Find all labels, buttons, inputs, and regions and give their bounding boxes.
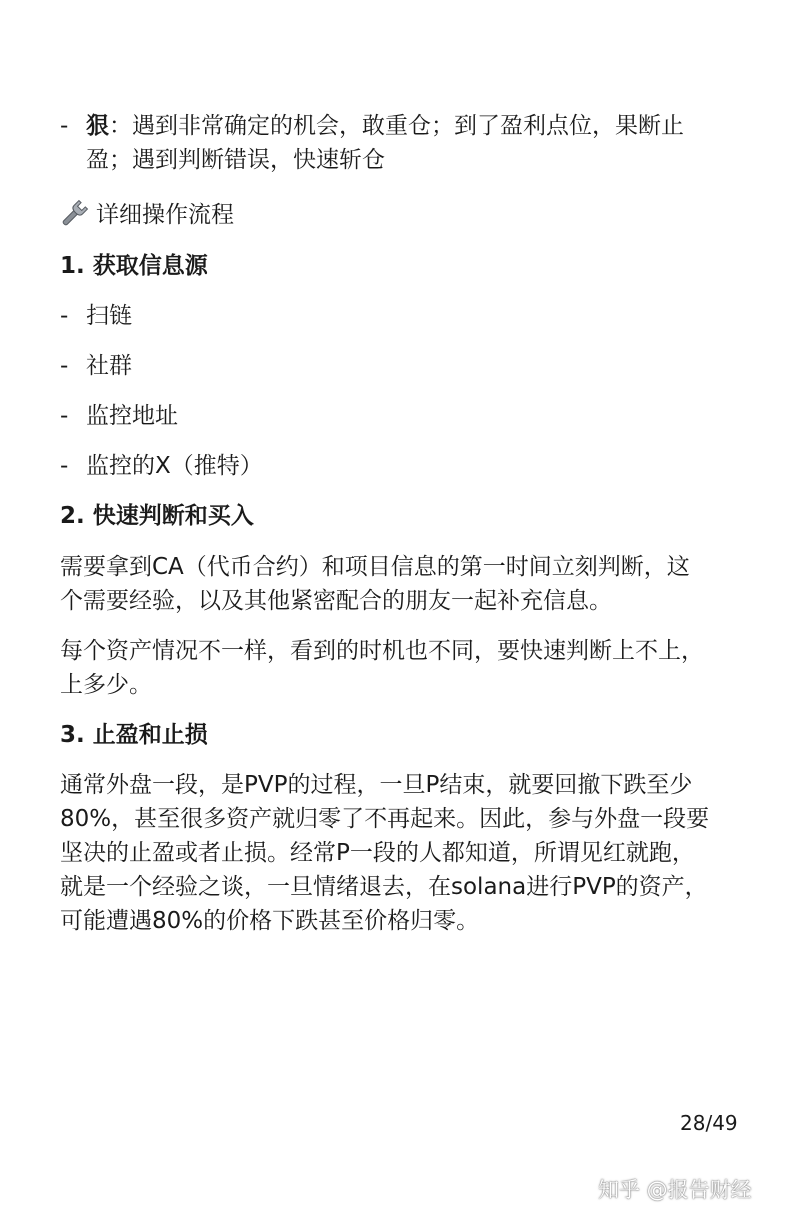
bullet-hen-text: ：遇到非常确定的机会，敢重仓；到了盈利点位，果断止 xyxy=(109,113,684,139)
list-item: 扫链 xyxy=(86,303,132,329)
step2-para1-line1: 需要拿到CA（代币合约）和项目信息的第一时间立刻判断，这 xyxy=(60,554,690,580)
step2-para2-line2: 上多少。 xyxy=(60,672,152,698)
step2-para2-line1: 每个资产情况不一样，看到的时机也不同，要快速判断上不上， xyxy=(60,638,704,664)
bullet-dash: - xyxy=(60,113,69,139)
step3-para-line2: 80%，甚至很多资产就归零了不再起来。因此，参与外盘一段要 xyxy=(60,806,710,832)
list-item: 监控地址 xyxy=(86,403,178,429)
wrench-icon xyxy=(58,198,90,230)
bullet-hen-line2: 盈；遇到判断错误，快速斩仓 xyxy=(86,147,385,173)
section-heading: 详细操作流程 xyxy=(96,202,234,228)
bullet-dash: - xyxy=(60,303,69,329)
step2-heading: 2. 快速判断和买入 xyxy=(60,503,254,529)
bullet-dash: - xyxy=(60,353,69,379)
step1-heading: 1. 获取信息源 xyxy=(60,253,208,279)
bullet-dash: - xyxy=(60,403,69,429)
watermark: 知乎 @报告财经 xyxy=(598,1178,752,1202)
bullet-hen-line1 xyxy=(86,109,684,143)
list-item: 社群 xyxy=(86,353,132,379)
bullet-dash: - xyxy=(60,453,69,479)
step3-para-line1: 通常外盘一段，是PVP的过程，一旦P结束，就要回撤下跌至少 xyxy=(60,772,693,798)
bullet-hen-label: 狠 xyxy=(86,113,109,139)
page-number: 28/49 xyxy=(680,1111,738,1135)
step3-para-line4: 就是一个经验之谈，一旦情绪退去，在solana进行PVP的资产， xyxy=(60,874,708,900)
step2-para1-line2: 个需要经验，以及其他紧密配合的朋友一起补充信息。 xyxy=(60,588,612,614)
list-item: 监控的X（推特） xyxy=(86,453,263,479)
step3-para-line5: 可能遭遇80%的价格下跌甚至价格归零。 xyxy=(60,908,480,934)
step3-heading: 3. 止盈和止损 xyxy=(60,722,208,748)
step3-para-line3: 坚决的止盈或者止损。经常P一段的人都知道，所谓见红就跑， xyxy=(60,840,695,866)
